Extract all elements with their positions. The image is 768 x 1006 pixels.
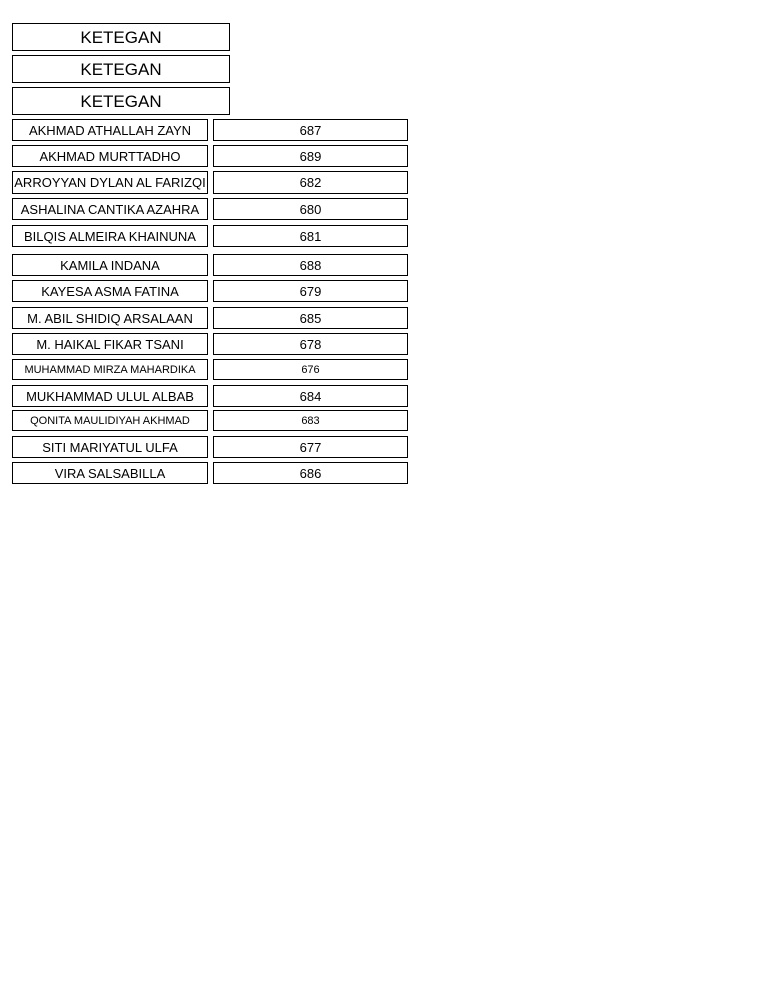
name-text: KAMILA INDANA [60, 257, 160, 273]
score-text: 677 [299, 439, 322, 455]
name-text: AKHMAD MURTTADHO [39, 148, 181, 164]
name-cell [12, 280, 208, 302]
name-cell [12, 225, 208, 247]
score-cell [213, 198, 408, 220]
score-text: 687 [299, 122, 322, 138]
name-text: AKHMAD ATHALLAH ZAYN [28, 122, 192, 138]
name-text: M. ABIL SHIDIQ ARSALAAN [27, 310, 193, 326]
score-cell [213, 225, 408, 247]
name-cell [12, 410, 208, 431]
name-cell [12, 198, 208, 220]
score-cell [213, 145, 408, 167]
name-text: MUHAMMAD MIRZA MAHARDIKA [24, 363, 196, 376]
name-cell [12, 333, 208, 355]
name-text: ARROYYAN DYLAN AL FARIZQI [14, 175, 206, 190]
score-cell [213, 410, 408, 431]
score-text: 683 [301, 414, 320, 427]
score-text: 688 [299, 257, 322, 273]
score-text: 685 [299, 310, 322, 326]
name-text: MUKHAMMAD ULUL ALBAB [26, 388, 194, 404]
header-label: KETEGAN [80, 92, 162, 111]
score-cell [213, 462, 408, 484]
name-cell [12, 307, 208, 329]
score-cell [213, 385, 408, 407]
name-cell [12, 254, 208, 276]
name-text: BILQIS ALMEIRA KHAINUNA [24, 228, 196, 244]
score-cell [213, 436, 408, 458]
header-box-3 [12, 87, 230, 115]
score-cell [213, 333, 408, 355]
score-text: 689 [299, 148, 322, 164]
score-text: 684 [299, 388, 322, 404]
score-text: 679 [299, 283, 322, 299]
header-label: KETEGAN [80, 28, 162, 47]
score-cell [213, 254, 408, 276]
score-text: 686 [299, 465, 322, 481]
name-cell [12, 462, 208, 484]
score-cell [213, 359, 408, 380]
score-text: 680 [299, 201, 322, 217]
name-cell [12, 171, 208, 194]
score-cell [213, 280, 408, 302]
score-cell [213, 119, 408, 141]
score-text: 676 [301, 363, 320, 376]
name-text: ASHALINA CANTIKA AZAHRA [20, 201, 200, 217]
score-cell [213, 171, 408, 194]
header-label: KETEGAN [80, 60, 162, 79]
name-cell [12, 436, 208, 458]
header-box-1 [12, 23, 230, 51]
score-text: 678 [299, 336, 322, 352]
name-cell [12, 359, 208, 380]
name-text: VIRA SALSABILLA [54, 465, 166, 481]
name-cell [12, 145, 208, 167]
score-cell [213, 307, 408, 329]
name-text: KAYESA ASMA FATINA [41, 283, 179, 299]
name-cell [12, 385, 208, 407]
header-box-2 [12, 55, 230, 83]
name-text: SITI MARIYATUL ULFA [42, 439, 178, 455]
score-text: 682 [299, 175, 322, 190]
name-text: QONITA MAULIDIYAH AKHMAD [30, 414, 190, 427]
score-text: 681 [299, 228, 322, 244]
name-cell [12, 119, 208, 141]
name-text: M. HAIKAL FIKAR TSANI [36, 336, 184, 352]
